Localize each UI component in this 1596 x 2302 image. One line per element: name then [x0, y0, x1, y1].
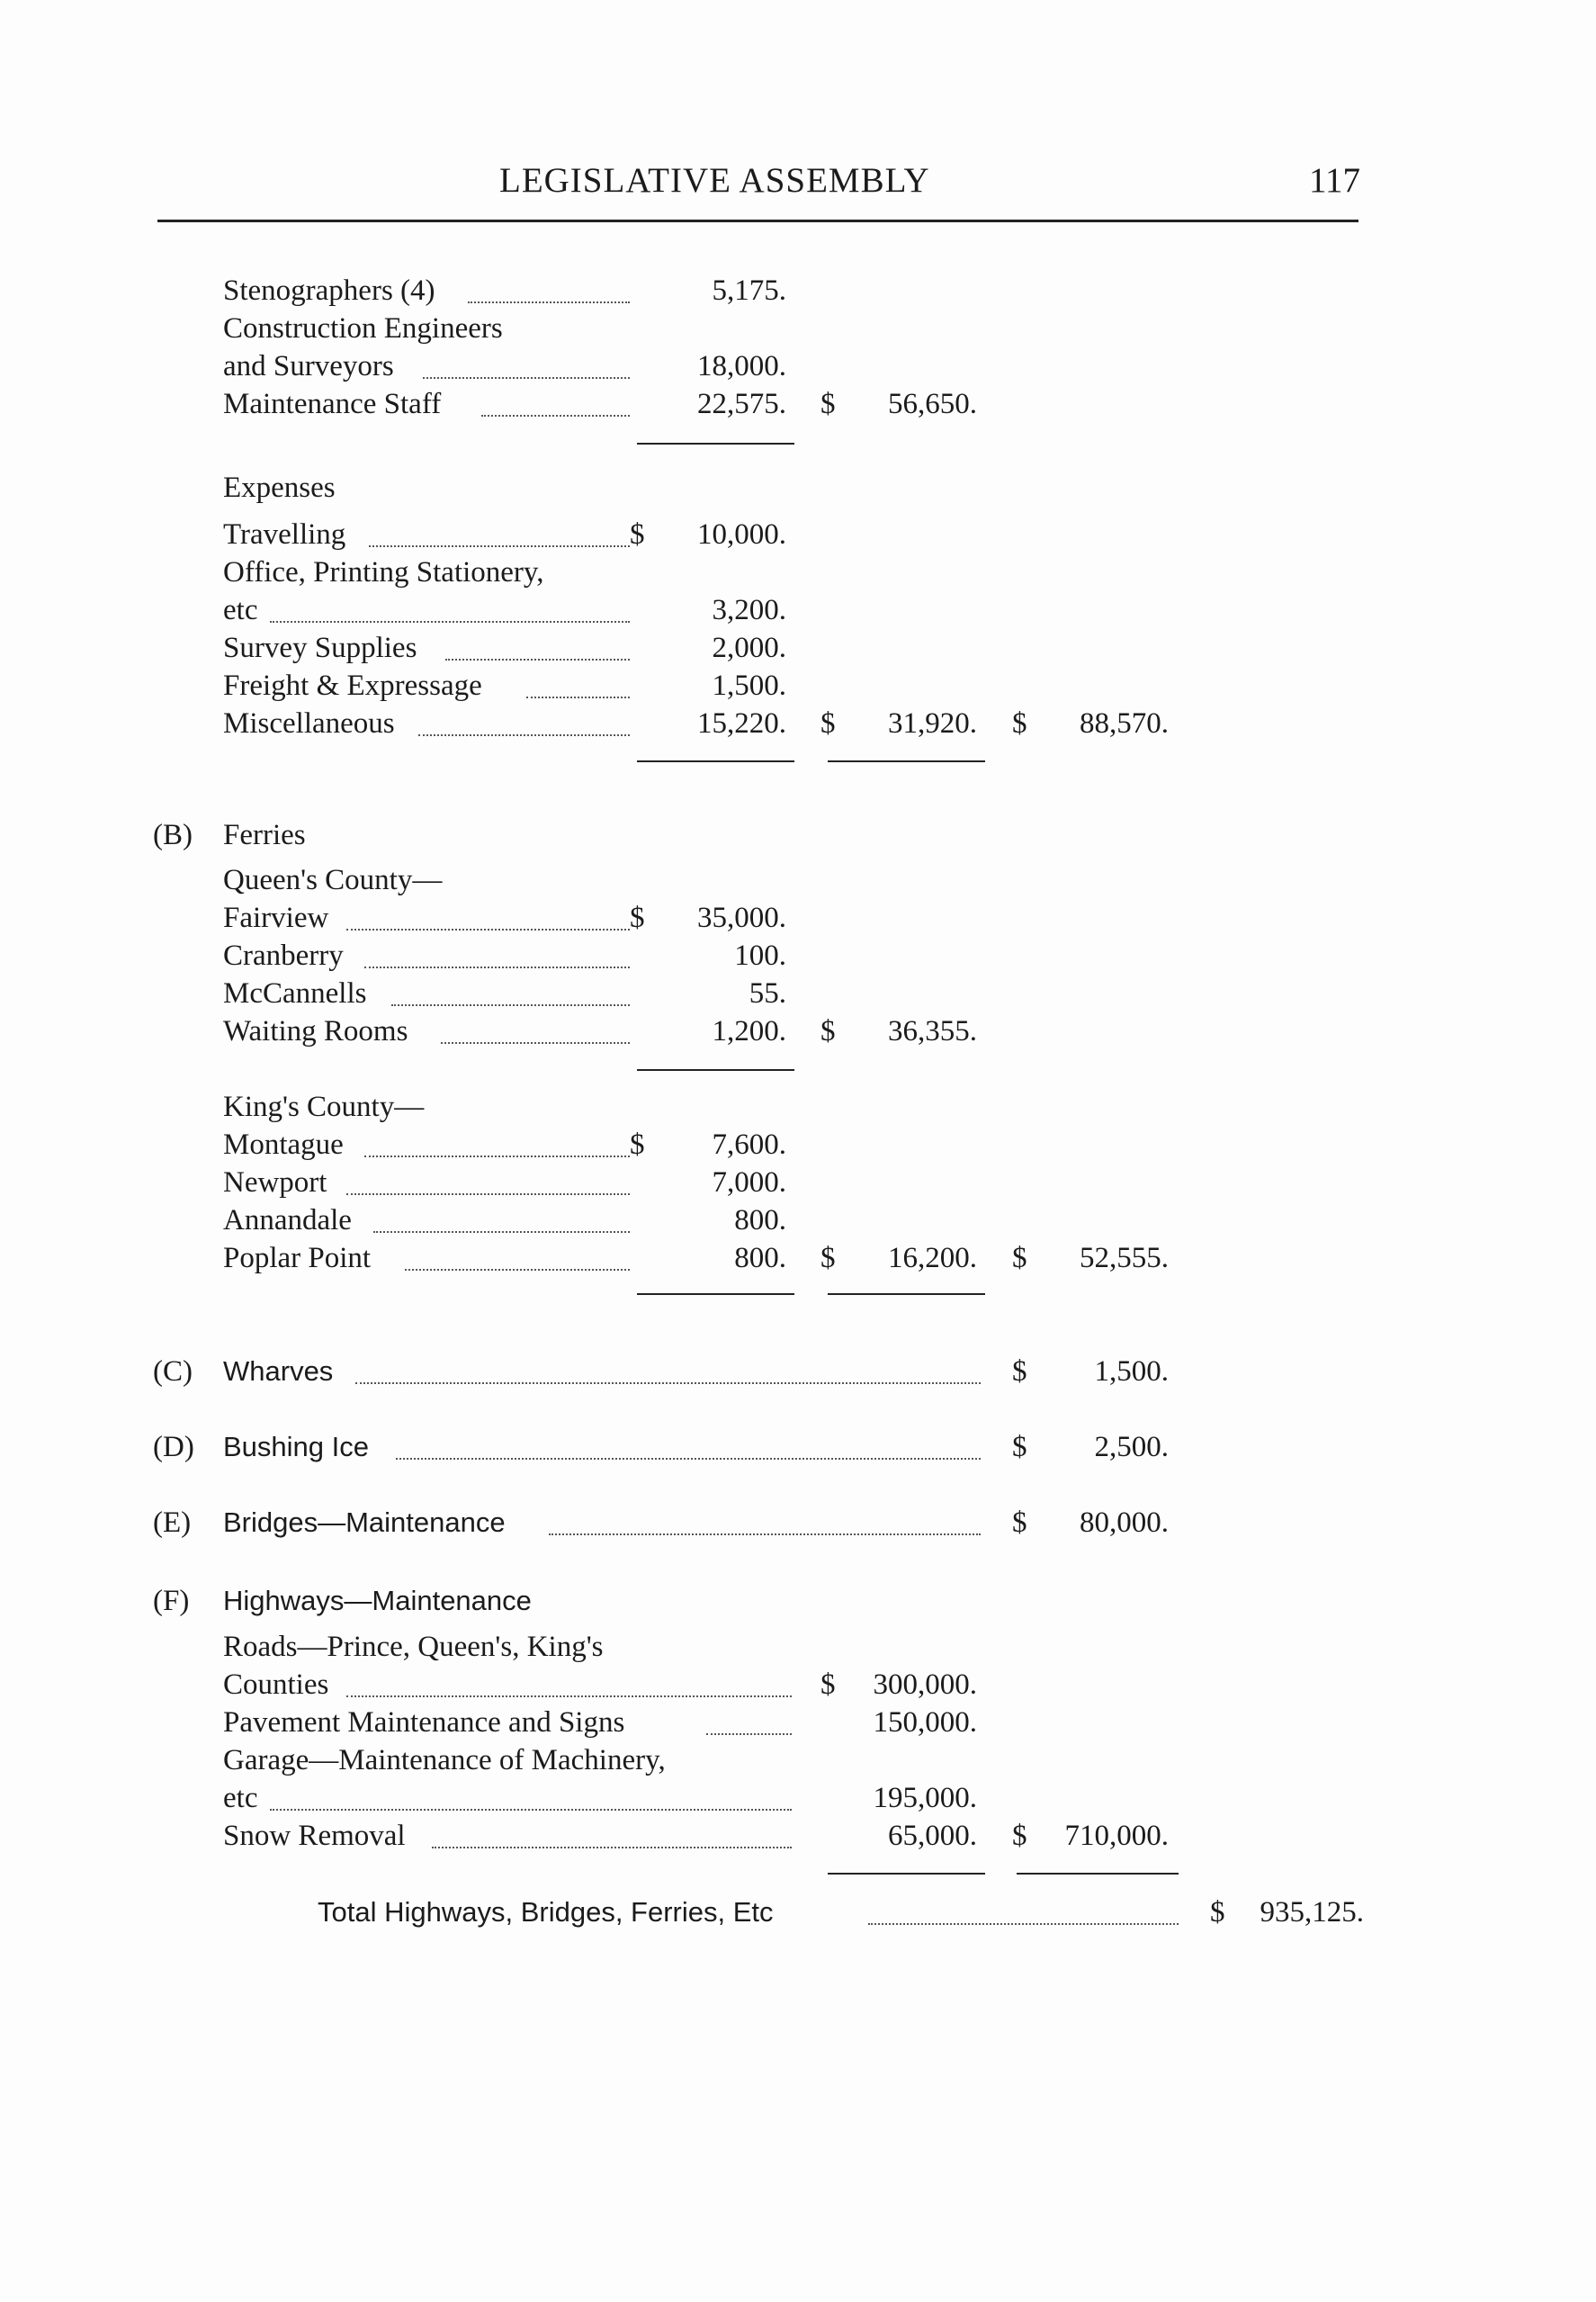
subtotal-rule — [637, 760, 794, 762]
leader-dots — [355, 1382, 981, 1384]
leader-dots — [346, 1695, 792, 1697]
subtotal-rule — [637, 1069, 794, 1071]
dollar-sign: $ — [820, 1015, 836, 1048]
dollar-sign: $ — [1012, 1820, 1027, 1852]
garage-amount: 195,000. — [873, 1782, 977, 1814]
section-marker: (E) — [153, 1506, 192, 1539]
dollar-sign: $ — [630, 518, 645, 551]
leader-dots — [270, 1809, 792, 1811]
bridges-label: Bridges—Maintenance — [223, 1506, 506, 1538]
subtotal-rule — [828, 760, 985, 762]
freight-amount: 1,500. — [712, 670, 786, 702]
leader-dots — [396, 1458, 981, 1460]
leader-dots — [549, 1533, 981, 1535]
leader-dots — [270, 621, 630, 623]
garage-label-line1: Garage—Maintenance of Machinery, — [223, 1744, 666, 1776]
waiting-rooms-label: Waiting Rooms — [223, 1015, 408, 1048]
newport-amount: 7,000. — [712, 1166, 786, 1199]
montague-amount: 7,600. — [712, 1129, 786, 1161]
leader-dots — [468, 301, 630, 303]
maintenance-staff-label: Maintenance Staff — [223, 388, 442, 420]
bushing-ice-label: Bushing Ice — [223, 1431, 369, 1462]
dollar-sign: $ — [1012, 1242, 1027, 1274]
poplar-point-amount: 800. — [734, 1242, 786, 1274]
grand-total-amount: 935,125. — [1260, 1896, 1364, 1929]
annandale-amount: 800. — [734, 1204, 786, 1236]
stenographers-label: Stenographers (4) — [223, 274, 435, 307]
leader-dots — [391, 1004, 630, 1006]
bridges-amount: 80,000. — [1080, 1506, 1169, 1539]
cranberry-label: Cranberry — [223, 940, 344, 972]
fairview-label: Fairview — [223, 902, 329, 934]
section-marker: (D) — [153, 1431, 194, 1463]
leader-dots — [405, 1269, 630, 1271]
dollar-sign: $ — [1210, 1896, 1225, 1929]
survey-supplies-label: Survey Supplies — [223, 632, 417, 664]
leader-dots — [364, 967, 630, 968]
leader-dots — [418, 734, 630, 736]
subtotal-rule — [1017, 1873, 1179, 1875]
header-rule — [157, 220, 1358, 222]
subtotal-rule — [828, 1293, 985, 1295]
construction-label-line1: Construction Engineers — [223, 312, 503, 345]
dollar-sign: $ — [630, 1129, 645, 1161]
leader-dots — [369, 545, 630, 547]
leader-dots — [481, 415, 630, 417]
kings-county-subtotal: 16,200. — [888, 1242, 977, 1274]
waiting-rooms-amount: 1,200. — [712, 1015, 786, 1048]
snow-removal-amount: 65,000. — [888, 1820, 977, 1852]
maintenance-staff-amount: 22,575. — [697, 388, 786, 420]
garage-label: etc — [223, 1782, 258, 1814]
construction-amount: 18,000. — [697, 350, 786, 382]
grand-total-label: Total Highways, Bridges, Ferries, Etc — [318, 1896, 774, 1928]
roads-label-line1: Roads—Prince, Queen's, King's — [223, 1631, 604, 1663]
subtotal-rule — [637, 443, 794, 445]
queens-county-subtotal: 36,355. — [888, 1015, 977, 1048]
highways-total: 710,000. — [1064, 1820, 1169, 1852]
freight-label: Freight & Expressage — [223, 670, 482, 702]
dollar-sign: $ — [820, 1242, 836, 1274]
ferries-total: 52,555. — [1080, 1242, 1169, 1274]
highways-heading: Highways—Maintenance — [223, 1585, 532, 1616]
mccannells-amount: 55. — [749, 977, 786, 1010]
mccannells-label: McCannells — [223, 977, 367, 1010]
dollar-sign: $ — [1012, 1506, 1027, 1539]
leader-dots — [868, 1923, 1179, 1925]
wharves-amount: 1,500. — [1094, 1355, 1169, 1388]
dollar-sign: $ — [1012, 1431, 1027, 1463]
dollar-sign: $ — [630, 902, 645, 934]
roads-amount: 300,000. — [873, 1668, 977, 1701]
montague-label: Montague — [223, 1129, 344, 1161]
travelling-label: Travelling — [223, 518, 346, 551]
annandale-label: Annandale — [223, 1204, 352, 1236]
stenographers-amount: 5,175. — [712, 274, 786, 307]
miscellaneous-amount: 15,220. — [697, 707, 786, 740]
fairview-amount: 35,000. — [697, 902, 786, 934]
expenses-subtotal: 31,920. — [888, 707, 977, 740]
dollar-sign: $ — [820, 388, 836, 420]
section-marker: (B) — [153, 819, 193, 851]
newport-label: Newport — [223, 1166, 327, 1199]
bushing-ice-amount: 2,500. — [1094, 1431, 1169, 1463]
office-amount: 3,200. — [712, 594, 786, 626]
leader-dots — [373, 1231, 630, 1233]
leader-dots — [706, 1733, 792, 1735]
construction-label: and Surveyors — [223, 350, 394, 382]
leader-dots — [346, 929, 630, 931]
leader-dots — [346, 1193, 630, 1195]
dollar-sign: $ — [820, 1668, 836, 1701]
staff-subtotal: 56,650. — [888, 388, 977, 420]
office-label: etc — [223, 594, 258, 626]
dollar-sign: $ — [1012, 1355, 1027, 1388]
page-number: 117 — [1308, 161, 1360, 200]
subtotal-rule — [828, 1873, 985, 1875]
pavement-label: Pavement Maintenance and Signs — [223, 1706, 625, 1739]
kings-county-heading: King's County— — [223, 1091, 425, 1123]
survey-supplies-amount: 2,000. — [712, 632, 786, 664]
leader-dots — [364, 1155, 630, 1157]
queens-county-heading: Queen's County— — [223, 864, 443, 896]
leader-dots — [432, 1847, 792, 1848]
poplar-point-label: Poplar Point — [223, 1242, 372, 1274]
ferries-heading: Ferries — [223, 819, 306, 851]
leader-dots — [526, 697, 630, 698]
subtotal-rule — [637, 1293, 794, 1295]
miscellaneous-label: Miscellaneous — [223, 707, 395, 740]
leader-dots — [441, 1042, 630, 1044]
cranberry-amount: 100. — [734, 940, 786, 972]
leader-dots — [445, 659, 630, 661]
wharves-label: Wharves — [223, 1355, 334, 1387]
dollar-sign: $ — [820, 707, 836, 740]
roads-label: Counties — [223, 1668, 329, 1701]
section-marker: (F) — [153, 1585, 190, 1617]
office-label-line1: Office, Printing Stationery, — [223, 556, 544, 589]
page-title: LEGISLATIVE ASSEMBLY — [499, 161, 930, 200]
travelling-amount: 10,000. — [697, 518, 786, 551]
expenses-total: 88,570. — [1080, 707, 1169, 740]
expenses-heading: Expenses — [223, 472, 336, 504]
leader-dots — [423, 377, 630, 379]
snow-removal-label: Snow Removal — [223, 1820, 406, 1852]
dollar-sign: $ — [1012, 707, 1027, 740]
section-marker: (C) — [153, 1355, 193, 1388]
pavement-amount: 150,000. — [873, 1706, 977, 1739]
